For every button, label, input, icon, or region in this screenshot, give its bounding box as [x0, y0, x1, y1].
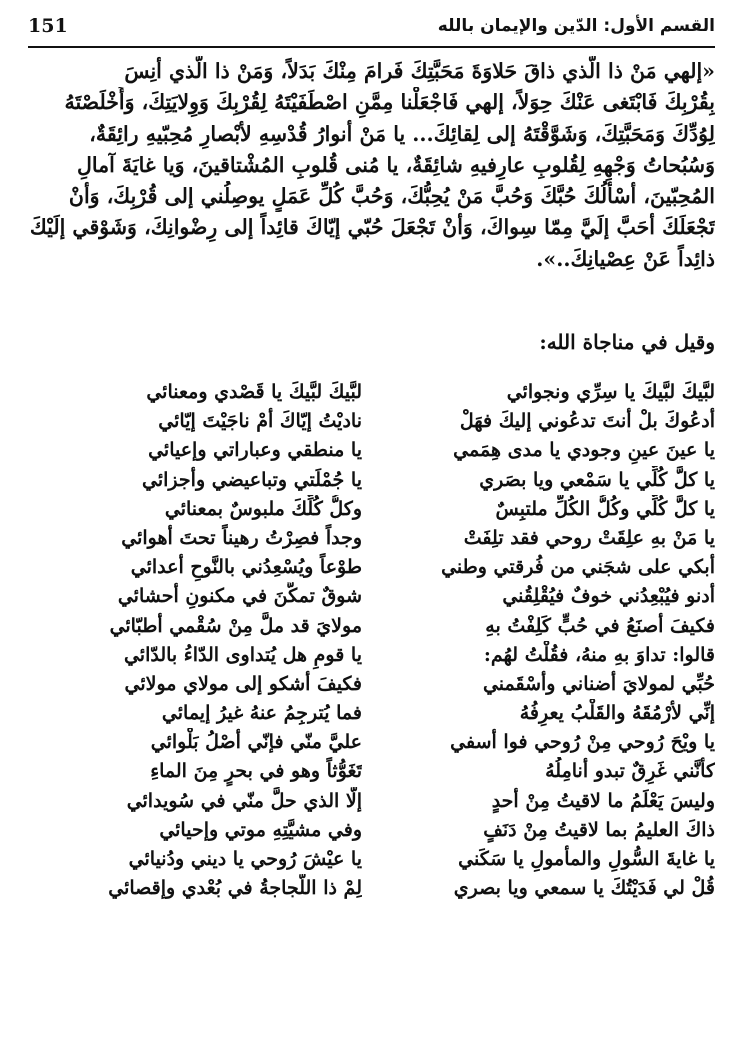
verse-line: يا منطقي وعباراتي وإعيائي: [148, 439, 362, 462]
verse-line: يا مَنْ بهِ علِقَتْ روحي فقد تلِفَتْ: [463, 526, 715, 549]
poem-intro: وقيل في مناجاة الله:: [539, 330, 715, 354]
poem-first-hemistich-column: [385, 378, 715, 903]
prayer-line: وَسُبُحاتُ وَجْهِهِ لِقُلوبِ عارِفيهِ شائِقَةٌ، يا مُنى قُلوبِ المُشْتاقينَ، وَيا غايَةَ آمالِ: [76, 152, 715, 177]
verse-line: أدعُوكَ بلْ أنتَ تدعُوني إليكَ فهَلْ: [459, 410, 715, 433]
verse-line: فكيفَ أصنَعُ في حُبٍّ كَلِفْتُ بهِ: [485, 614, 715, 637]
verse-line: يا غايةَ السُّولِ والمأمولِ يا سَكَني: [458, 848, 715, 870]
verse-line: قالوا: تداوَ بهِ منهُ، فقُلْتُ لهُم:: [483, 643, 715, 666]
header-title: القسم الأول: الدّين والإيمان بالله: [437, 16, 715, 36]
page-number: 151: [28, 15, 68, 37]
prayer-line: المُحِبّينَ، أسْأَلُكَ حُبَّكَ وَحُبَّ مَنْ يُحِبُّكَ، وَحُبَّ كُلِّ عَمَلٍ يوصِلُني إلى قُرْبِكَ، وَأنْ: [68, 184, 715, 209]
prayer-line: لِوُدِّكَ وَمَحَبَّتِكَ، وَشَوَّقْتَهُ إلى لِقائِكَ... يا مَنْ أنوارُ قُدْسِهِ لأبْصارِ مُحِبّيهِ رائِقَةٌ،: [89, 121, 715, 146]
verse-line: يا كلَّ كُلِّي يا سَمْعي ويا بصَري: [479, 468, 715, 491]
verse-line: وجداً فصِرْتُ رهيناً تحتَ أهوائي: [121, 526, 362, 549]
verse-line: لبَّيكَ لبَّيكَ يا قَصْدي ومعنائي: [146, 381, 362, 403]
verse-line: شوقٌ تمكَّنَ في مكنونِ أحشائي: [117, 585, 362, 608]
verse-line: قُلْ لي فَدَيْتُكَ يا سمعي ويا بصري: [453, 877, 715, 900]
verse-line: وليسَ يَعْلَمُ ما لاقيتُ مِنْ أحدٍ: [491, 789, 715, 812]
verse-line: فما يُترجِمُ عنهُ غيرُ إيمائي: [161, 702, 362, 725]
poem-second-hemistich-column: [32, 378, 362, 903]
verse-line: يا جُمْلَتي وتباعيضي وأجزائي: [142, 468, 362, 491]
verse-line: طوْعاً ويُسْعِدُني بالنَّوحِ أعدائي: [130, 556, 362, 579]
prayer-line: ذائِداً عَنْ عِصْيانِكَ..».: [536, 246, 715, 271]
verse-line: ذاكَ العليمُ بما لاقيتُ مِنْ دَنَفٍ: [483, 818, 715, 841]
verse-line: لبَّيكَ لبَّيكَ يا سِرِّي ونجوائي: [506, 381, 715, 403]
verse-line: كأنَّني غَرِقٌ تبدو أنامِلُهُ: [545, 760, 715, 783]
verse-line: أدنو فيُبْعِدُني خوفٌ فيُقْلِقُني: [502, 585, 715, 608]
verse-line: إنِّي لأرْمُقَهُ والقَلْبُ يعرِفُهُ: [519, 702, 715, 725]
prayer-paragraph: [30, 56, 715, 275]
verse-line: وكلُّ كُلِّكَ ملبوسٌ بمعنائي: [164, 497, 362, 520]
verse-line: فكيفَ أشكو إلى مولاي مولائي: [124, 672, 362, 695]
verse-line: يا عيْشَ رُوحي يا ديني ودُنيائي: [128, 848, 362, 870]
running-header: [28, 6, 715, 48]
verse-line: عليَّ منّي فإنّي أصْلُ بَلْوائي: [150, 731, 362, 754]
prayer-line: تَجْعَلَكَ أحَبَّ إلَيَّ مِمّا سِواكَ، وَأنْ تَجْعَلَ حُبّي إيّاكَ قائِداً إلى رِضْوانِكَ، وَشَوْقي إلَيْكَ: [30, 215, 715, 240]
verse-line: حُبِّي لمولايَ أضناني وأسْقَمني: [482, 672, 715, 695]
verse-line: تَغَوُّثاً وهو في بحرٍ مِنَ الماءِ: [150, 760, 362, 783]
verse-line: إلّا الذي حلَّ منّي في سُويدائي: [126, 789, 362, 812]
verse-line: لِمْ ذا اللَّجاجةُ في بُعْدي وإقصائي: [108, 877, 362, 900]
prayer-line: «إلهي مَنْ ذا الَّذي ذاقَ حَلاوَةَ مَحَبَّتِكَ فَرامَ مِنْكَ بَدَلاً، وَمَنْ ذا الَّذي أنِسَ: [124, 59, 715, 83]
verse-line: وفي مشيَّتِهِ موتي وإحيائي: [159, 818, 362, 841]
verse-line: ناديْتُ إيّاكَ أمْ ناجَيْتَ إيّائي: [158, 410, 362, 433]
verse-line: يا ويْحَ رُوحي مِنْ رُوحي فوا أسفي: [450, 731, 715, 754]
prayer-line: بِقُرْبِكَ فَابْتَغى عَنْكَ حِوَلاً، إلهي فَاجْعَلْنا مِمَّنِ اصْطَفَيْتَهُ لِقُرْبِكَ وَوِلايَتِكَ، وَأَخْلَصْتَهُ: [64, 90, 715, 115]
verse-line: مولايَ قد ملَّ مِنْ سُقْمي أطبّائي: [109, 614, 362, 637]
verse-line: يا كلَّ كُلِّي وكُلُّ الكُلِّ ملتبِسٌ: [495, 497, 715, 520]
verse-line: يا عينَ عينِ وجودي يا مدى هِمَمي: [453, 439, 715, 462]
verse-line: يا قومِ هل يُتداوى الدّاءُ بالدّائي: [123, 643, 362, 666]
verse-line: أبكي على شجَني من فُرقتي وطني: [441, 556, 715, 579]
